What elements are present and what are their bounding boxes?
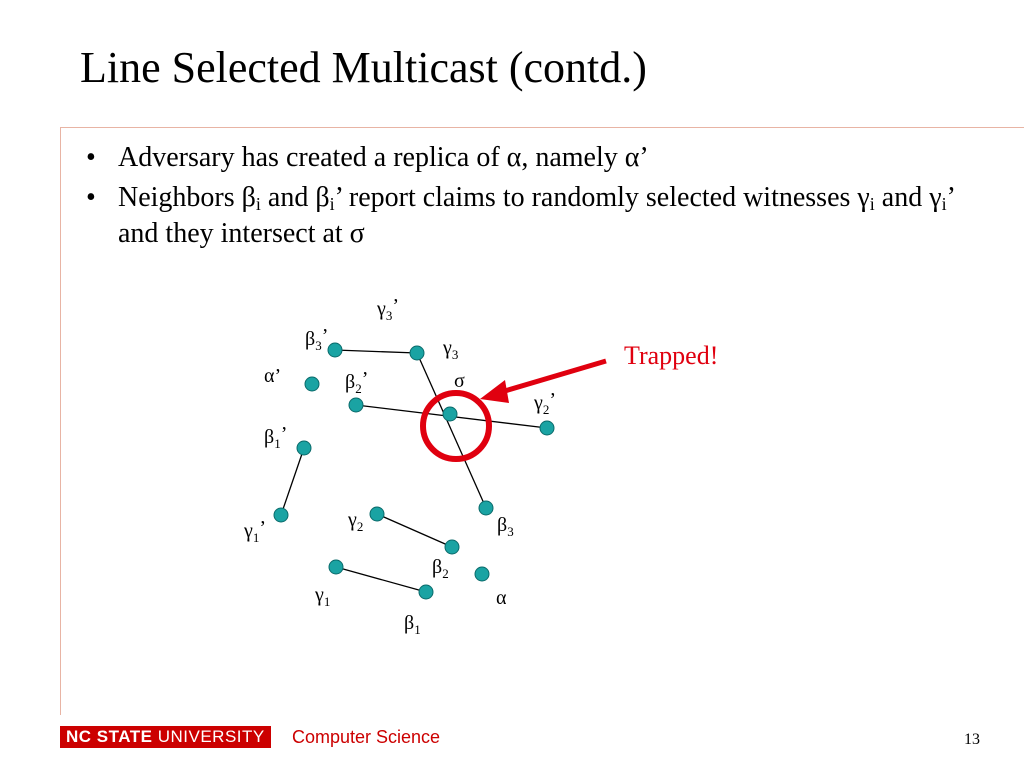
node-beta2p [349, 398, 363, 412]
nodes [274, 343, 557, 599]
node-labels [243, 295, 556, 637]
label-gamma2p: $\gamma_2$’ [534, 389, 557, 417]
logo-rest: UNIVERSITY [152, 727, 265, 746]
node-beta1p [297, 441, 311, 455]
subscript: i [869, 194, 875, 214]
node-sigma [443, 407, 457, 421]
node-alphap [305, 377, 319, 391]
label-gamma2: $\gamma_2$ [348, 509, 364, 534]
label-beta3p: $\beta_3$’ [305, 325, 329, 353]
node-beta2 [445, 540, 459, 554]
edge-beta3p-gamma3 [335, 350, 417, 353]
page-number: 13 [964, 731, 980, 748]
text-run: ’ report claims to randomly selected witnesses γ [334, 182, 870, 213]
subscript: i [941, 194, 947, 214]
department-label: Computer Science [292, 727, 441, 747]
node-gamma3 [410, 346, 424, 360]
trapped-callout [480, 341, 718, 403]
label-alpha: α [496, 587, 507, 609]
edge-gamma3-beta3 [417, 353, 486, 508]
text-run: and β [260, 182, 330, 213]
subscript: i [255, 194, 261, 214]
label-gamma3p: $\gamma_3$’ [377, 295, 400, 323]
label-gamma3: $\gamma_3$ [443, 337, 459, 362]
edges [281, 350, 547, 592]
label-beta1p: $\beta_1$’ [264, 423, 288, 451]
bullet-marker: • [86, 142, 96, 173]
label-gamma1: $\gamma_1$ [315, 584, 331, 609]
slide-title: Line Selected Multicast (contd.) [80, 43, 647, 92]
text-run: Neighbors β [118, 182, 256, 213]
trap-circle [423, 393, 489, 459]
subscript: i [329, 194, 335, 214]
label-sigma: σ [454, 370, 465, 392]
node-gamma2p [540, 421, 554, 435]
node-beta1 [419, 585, 433, 599]
text-run: and γ [874, 182, 942, 213]
label-beta3: $\beta_3$ [497, 514, 514, 539]
node-gamma1p [274, 508, 288, 522]
label-beta1: $\beta_1$ [404, 612, 421, 637]
edge-gamma1-beta1 [336, 567, 426, 592]
edge-gamma2-beta2 [377, 514, 452, 547]
bullet-marker: • [86, 182, 96, 213]
node-beta3 [479, 501, 493, 515]
text-run: ’ and they intersect at σ [118, 182, 954, 249]
node-gamma2 [370, 507, 384, 521]
logo-bold: NC STATE [66, 727, 153, 746]
university-logo [60, 726, 271, 748]
node-beta3p [328, 343, 342, 357]
trapped-label: Trapped! [624, 341, 719, 370]
node-alpha [475, 567, 489, 581]
label-beta2p: $\beta_2$’ [345, 368, 369, 396]
label-beta2: $\beta_2$ [432, 556, 449, 581]
label-alphap: α’ [264, 365, 282, 387]
footer [60, 722, 1024, 748]
label-gamma1p: $\gamma_1$’ [244, 517, 267, 545]
arrow-head [480, 380, 509, 403]
bullet-text: Adversary has created a replica of α, namely α’ [118, 142, 649, 173]
edge-beta1p-gamma1p [281, 448, 304, 515]
trap-circle-layer [423, 393, 489, 459]
node-gamma1 [329, 560, 343, 574]
